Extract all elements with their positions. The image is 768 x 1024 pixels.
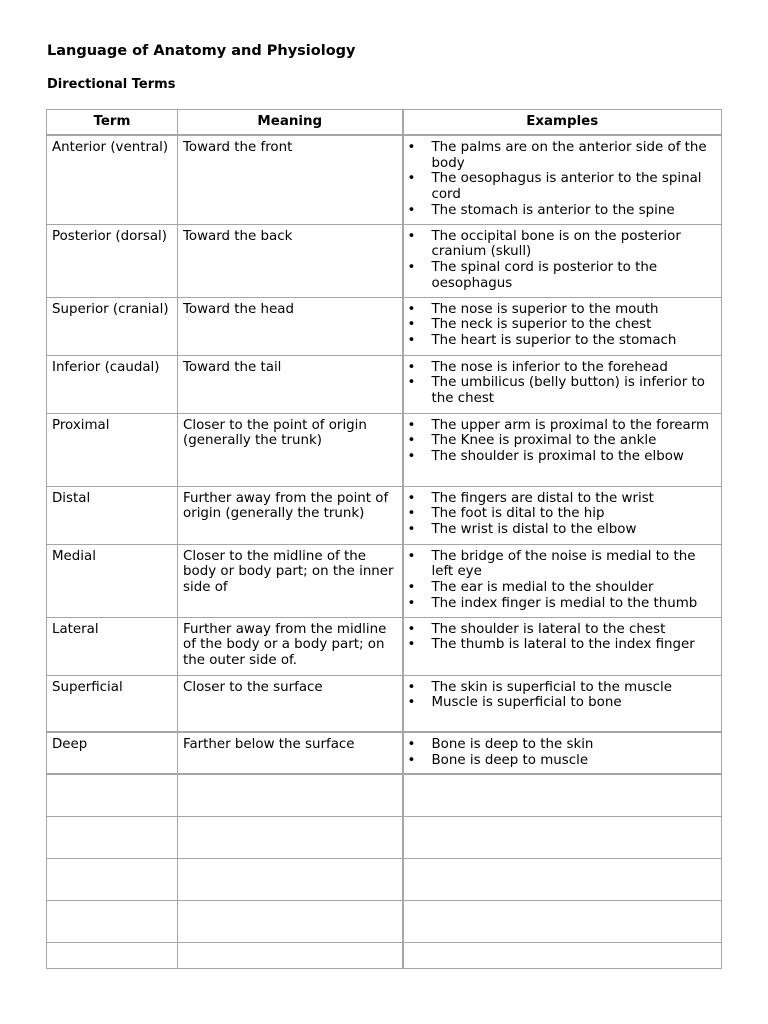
example-text: The heart is superior to the stomach	[431, 332, 677, 348]
examples-cell	[403, 355, 722, 413]
list-item	[408, 203, 717, 219]
bullet-icon: •	[407, 737, 416, 753]
bullet-icon: •	[407, 228, 416, 244]
list-item	[408, 229, 717, 260]
empty-cell	[47, 943, 178, 969]
examples-list	[408, 360, 717, 407]
example-text: The skin is superficial to the muscle	[431, 679, 672, 695]
examples-cell	[403, 224, 722, 297]
list-item	[408, 580, 717, 596]
meaning-cell: Further away from the midline of the body or a body part; on the outer side of.	[178, 617, 403, 675]
meaning-cell: Toward the tail	[178, 355, 403, 413]
term-cell: Inferior (caudal)	[47, 355, 178, 413]
empty-cell	[403, 901, 722, 943]
list-item	[408, 506, 717, 522]
meaning-cell: Toward the back	[178, 224, 403, 297]
list-item	[408, 171, 717, 202]
example-text: The fingers are distal to the wrist	[431, 490, 654, 506]
list-item	[408, 333, 717, 349]
examples-cell	[403, 675, 722, 732]
examples-list	[408, 140, 717, 219]
term-cell: Lateral	[47, 617, 178, 675]
term-cell: Anterior (ventral)	[47, 135, 178, 224]
example-text: The shoulder is lateral to the chest	[431, 621, 666, 637]
empty-cell	[178, 943, 403, 969]
meaning-cell: Farther below the surface	[178, 732, 403, 774]
example-text: The foot is dital to the hip	[431, 506, 605, 522]
example-text: The palms are on the anterior side of the body	[431, 140, 707, 171]
empty-cell	[47, 901, 178, 943]
empty-cell	[47, 817, 178, 859]
list-item	[408, 753, 717, 769]
bullet-icon: •	[407, 506, 416, 522]
examples-cell	[403, 486, 722, 544]
examples-list	[408, 549, 717, 612]
list-item	[408, 260, 717, 291]
empty-cell	[178, 774, 403, 817]
example-text: Bone is deep to muscle	[431, 752, 589, 768]
bullet-icon: •	[407, 548, 416, 564]
empty-table-row	[47, 859, 722, 901]
example-text: The stomach is anterior to the spine	[431, 202, 675, 218]
list-item	[408, 418, 717, 434]
bullet-icon: •	[407, 595, 416, 611]
example-text: The shoulder is proximal to the elbow	[431, 448, 684, 464]
term-cell: Medial	[47, 544, 178, 617]
examples-list	[408, 680, 717, 711]
example-text: The oesophagus is anterior to the spinal cord	[431, 171, 702, 203]
examples-cell	[403, 297, 722, 355]
example-text: Bone is deep to the skin	[431, 737, 594, 753]
meaning-cell: Closer to the point of origin (generally the trunk)	[178, 413, 403, 486]
examples-list	[408, 302, 717, 349]
empty-cell	[403, 817, 722, 859]
list-item	[408, 140, 717, 171]
empty-table-row	[47, 817, 722, 859]
empty-cell	[47, 774, 178, 817]
term-cell: Posterior (dorsal)	[47, 224, 178, 297]
bullet-icon: •	[407, 140, 416, 155]
empty-table-row	[47, 774, 722, 817]
meaning-cell: Toward the front	[178, 135, 403, 224]
list-item	[408, 680, 717, 696]
empty-cell	[178, 901, 403, 943]
examples-list	[408, 229, 717, 292]
example-text: The neck is superior to the chest	[431, 317, 652, 333]
bullet-icon: •	[407, 448, 416, 464]
bullet-icon: •	[407, 171, 416, 187]
example-text: The Knee is proximal to the ankle	[431, 433, 657, 449]
table-row	[47, 617, 722, 675]
examples-cell	[403, 544, 722, 617]
table-row	[47, 486, 722, 544]
empty-cell	[178, 859, 403, 901]
bullet-icon: •	[407, 417, 416, 433]
bullet-icon: •	[407, 752, 416, 768]
examples-cell	[403, 413, 722, 486]
example-text: The thumb is lateral to the index finger	[431, 637, 695, 653]
list-item	[408, 302, 717, 318]
list-item	[408, 737, 717, 753]
examples-cell	[403, 617, 722, 675]
list-item	[408, 695, 717, 711]
list-item	[408, 622, 717, 638]
list-item	[408, 360, 717, 376]
empty-cell	[403, 774, 722, 817]
examples-list	[408, 418, 717, 465]
bullet-icon: •	[407, 317, 416, 333]
list-item	[408, 375, 717, 406]
example-text: The nose is superior to the mouth	[431, 301, 659, 317]
examples-list	[408, 737, 717, 768]
directional-terms-table	[46, 109, 722, 969]
example-text: The wrist is distal to the elbow	[431, 521, 637, 537]
example-text: Muscle is superficial to bone	[431, 695, 622, 711]
bullet-icon: •	[407, 259, 416, 275]
empty-cell	[403, 943, 722, 969]
bullet-icon: •	[407, 301, 416, 317]
meaning-cell: Toward the head	[178, 297, 403, 355]
bullet-icon: •	[407, 521, 416, 537]
examples-cell	[403, 135, 722, 224]
table-row	[47, 355, 722, 413]
term-cell: Proximal	[47, 413, 178, 486]
table-row	[47, 224, 722, 297]
examples-list	[408, 491, 717, 538]
meaning-cell: Further away from the point of origin (generally the trunk)	[178, 486, 403, 544]
empty-cell	[47, 859, 178, 901]
table-header-row	[47, 110, 722, 136]
list-item	[408, 596, 717, 612]
examples-list	[408, 622, 717, 653]
meaning-cell: Closer to the midline of the body or body part; on the inner side of	[178, 544, 403, 617]
column-header-term: Term	[47, 110, 178, 136]
list-item	[408, 491, 717, 507]
bullet-icon: •	[407, 332, 416, 348]
meaning-cell: Closer to the surface	[178, 675, 403, 732]
table-row	[47, 544, 722, 617]
list-item	[408, 449, 717, 465]
list-item	[408, 637, 717, 653]
column-header-examples: Examples	[403, 110, 722, 136]
bullet-icon: •	[407, 490, 416, 506]
table-row	[47, 675, 722, 732]
term-cell: Superficial	[47, 675, 178, 732]
bullet-icon: •	[407, 202, 416, 218]
term-cell: Deep	[47, 732, 178, 774]
example-text: The spinal cord is posterior to the oesophagus	[431, 259, 658, 291]
examples-cell	[403, 732, 722, 774]
bullet-icon: •	[407, 679, 416, 695]
bullet-icon: •	[407, 433, 416, 449]
table-body	[47, 135, 722, 969]
term-cell: Distal	[47, 486, 178, 544]
table-row	[47, 732, 722, 774]
table-row	[47, 413, 722, 486]
list-item	[408, 433, 717, 449]
empty-cell	[178, 817, 403, 859]
empty-cell	[403, 859, 722, 901]
page-title: Language of Anatomy and Physiology	[47, 43, 356, 59]
term-cell: Superior (cranial)	[47, 297, 178, 355]
example-text: The upper arm is proximal to the forearm	[431, 417, 710, 433]
example-text: The ear is medial to the shoulder	[431, 579, 654, 595]
bullet-icon: •	[407, 579, 416, 595]
example-text: The index finger is medial to the thumb	[431, 595, 698, 611]
bullet-icon: •	[407, 637, 416, 653]
example-text: The umbilicus (belly button) is inferior to the chest	[431, 375, 705, 406]
example-text: The nose is inferior to the forehead	[431, 359, 668, 375]
table-row	[47, 135, 722, 224]
table-row	[47, 297, 722, 355]
empty-table-row	[47, 901, 722, 943]
bullet-icon: •	[407, 359, 416, 375]
bullet-icon: •	[407, 695, 416, 711]
example-text: The bridge of the noise is medial to the left eye	[431, 548, 696, 580]
empty-table-row	[47, 943, 722, 969]
list-item	[408, 522, 717, 538]
list-item	[408, 317, 717, 333]
example-text: The occipital bone is on the posterior cranium (skull)	[431, 228, 681, 260]
bullet-icon: •	[407, 375, 416, 391]
column-header-meaning: Meaning	[178, 110, 403, 136]
list-item	[408, 549, 717, 580]
section-heading: Directional Terms	[47, 77, 176, 92]
bullet-icon: •	[407, 621, 416, 637]
